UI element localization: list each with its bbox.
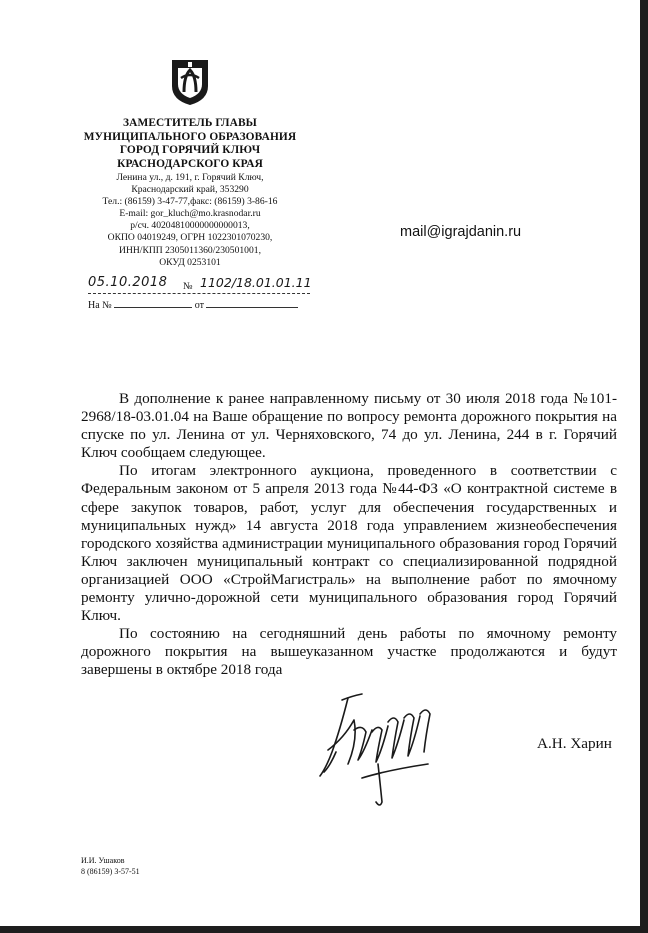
executor-phone: 8 (86159) 3-57-51: [81, 867, 140, 876]
sender-inn: ИНН/КПП 2305011360/230501001,: [119, 244, 261, 256]
body-paragraph: По состоянию на сегодняшний день работы по ямочному ремонту дорожного покрытия на вышеуказанном участке продолжаются и будут завершены в октябре 2018 года: [81, 625, 617, 679]
reference-line: [88, 298, 298, 311]
sender-title-line: ЗАМЕСТИТЕЛЬ ГЛАВЫ: [123, 117, 257, 129]
sender-region: Краснодарский край, 353290: [131, 184, 249, 196]
sender-title-line: ГОРОД ГОРЯЧИЙ КЛЮЧ: [119, 144, 261, 157]
sender-okpo: ОКПО 04019249, ОГРН 1022301070230,: [107, 232, 273, 244]
body-paragraph: В дополнение к ранее направленному письму от 30 июля 2018 года №101-2968/18-03.01.04 на Ваше обращение по вопросу ремонта дорожного покрытия на спуске по ул. Ленина от ул. Черняховского, 74 до ул. Ленина, 244 в г. Горячий Ключ сообщаем следующее.: [81, 390, 617, 462]
sender-okud: ОКУД 0253101: [159, 256, 221, 268]
executor-name: И.И. Ушаков: [81, 856, 125, 865]
registration-date: 05.10.2018: [88, 275, 168, 290]
signer-name: А.Н. Харин: [537, 735, 612, 752]
registration-number-label: №: [183, 281, 193, 292]
sender-title: [78, 117, 302, 171]
recipient-email: mail@igrajdanin.ru: [400, 224, 522, 240]
sender-email: E-mail: gor_kluch@mo.krasnodar.ru: [119, 208, 261, 220]
registration-underline: [88, 292, 310, 294]
page-bottom-shadow: [0, 926, 648, 933]
registration-number: 1102/18.01.01.11: [200, 275, 312, 290]
registration-line: [88, 275, 310, 293]
reference-number-blank: [114, 298, 192, 308]
letter-body: [81, 390, 617, 680]
reference-prefix: На №: [88, 300, 112, 311]
coat-of-arms-emblem: [170, 58, 210, 106]
body-paragraph: По итогам электронного аукциона, проведенного в соответствии с Федеральным законом от 5 апреля 2013 года №44-ФЗ «О контрактной системе в сфере закупок товаров, работ, услуг для обеспечения государственных и муниципальных нужд» 14 августа 2018 года управлением жизнеобеспечения городского хозяйства администрации муниципального образования город Горячий Ключ заключен муниципальный контракт со специализированной подрядной организацией ООО «СтройМагистраль» на выполнение работ по ямочному ремонту улично-дорожной сети муниципального образования город Горячий Ключ.: [81, 462, 617, 625]
reference-date-blank: [206, 298, 298, 308]
sender-phone: Тел.: (86159) 3-47-77,факс: (86159) 3-86-16: [102, 196, 278, 208]
sender-account: р/сч. 40204810000000000013,: [130, 220, 250, 232]
sender-title-line: МУНИЦИПАЛЬНОГО ОБРАЗОВАНИЯ: [83, 130, 297, 143]
sender-title-line: КРАСНОДАРСКОГО КРАЯ: [117, 157, 263, 170]
handwritten-signature: [318, 690, 436, 812]
sender-address: Ленина ул., д. 191, г. Горячий Ключ,: [116, 172, 264, 183]
reference-from-label: от: [194, 300, 204, 311]
page-edge-shadow: [640, 0, 648, 933]
footer-executor: [81, 855, 140, 877]
sender-details: [78, 172, 302, 269]
